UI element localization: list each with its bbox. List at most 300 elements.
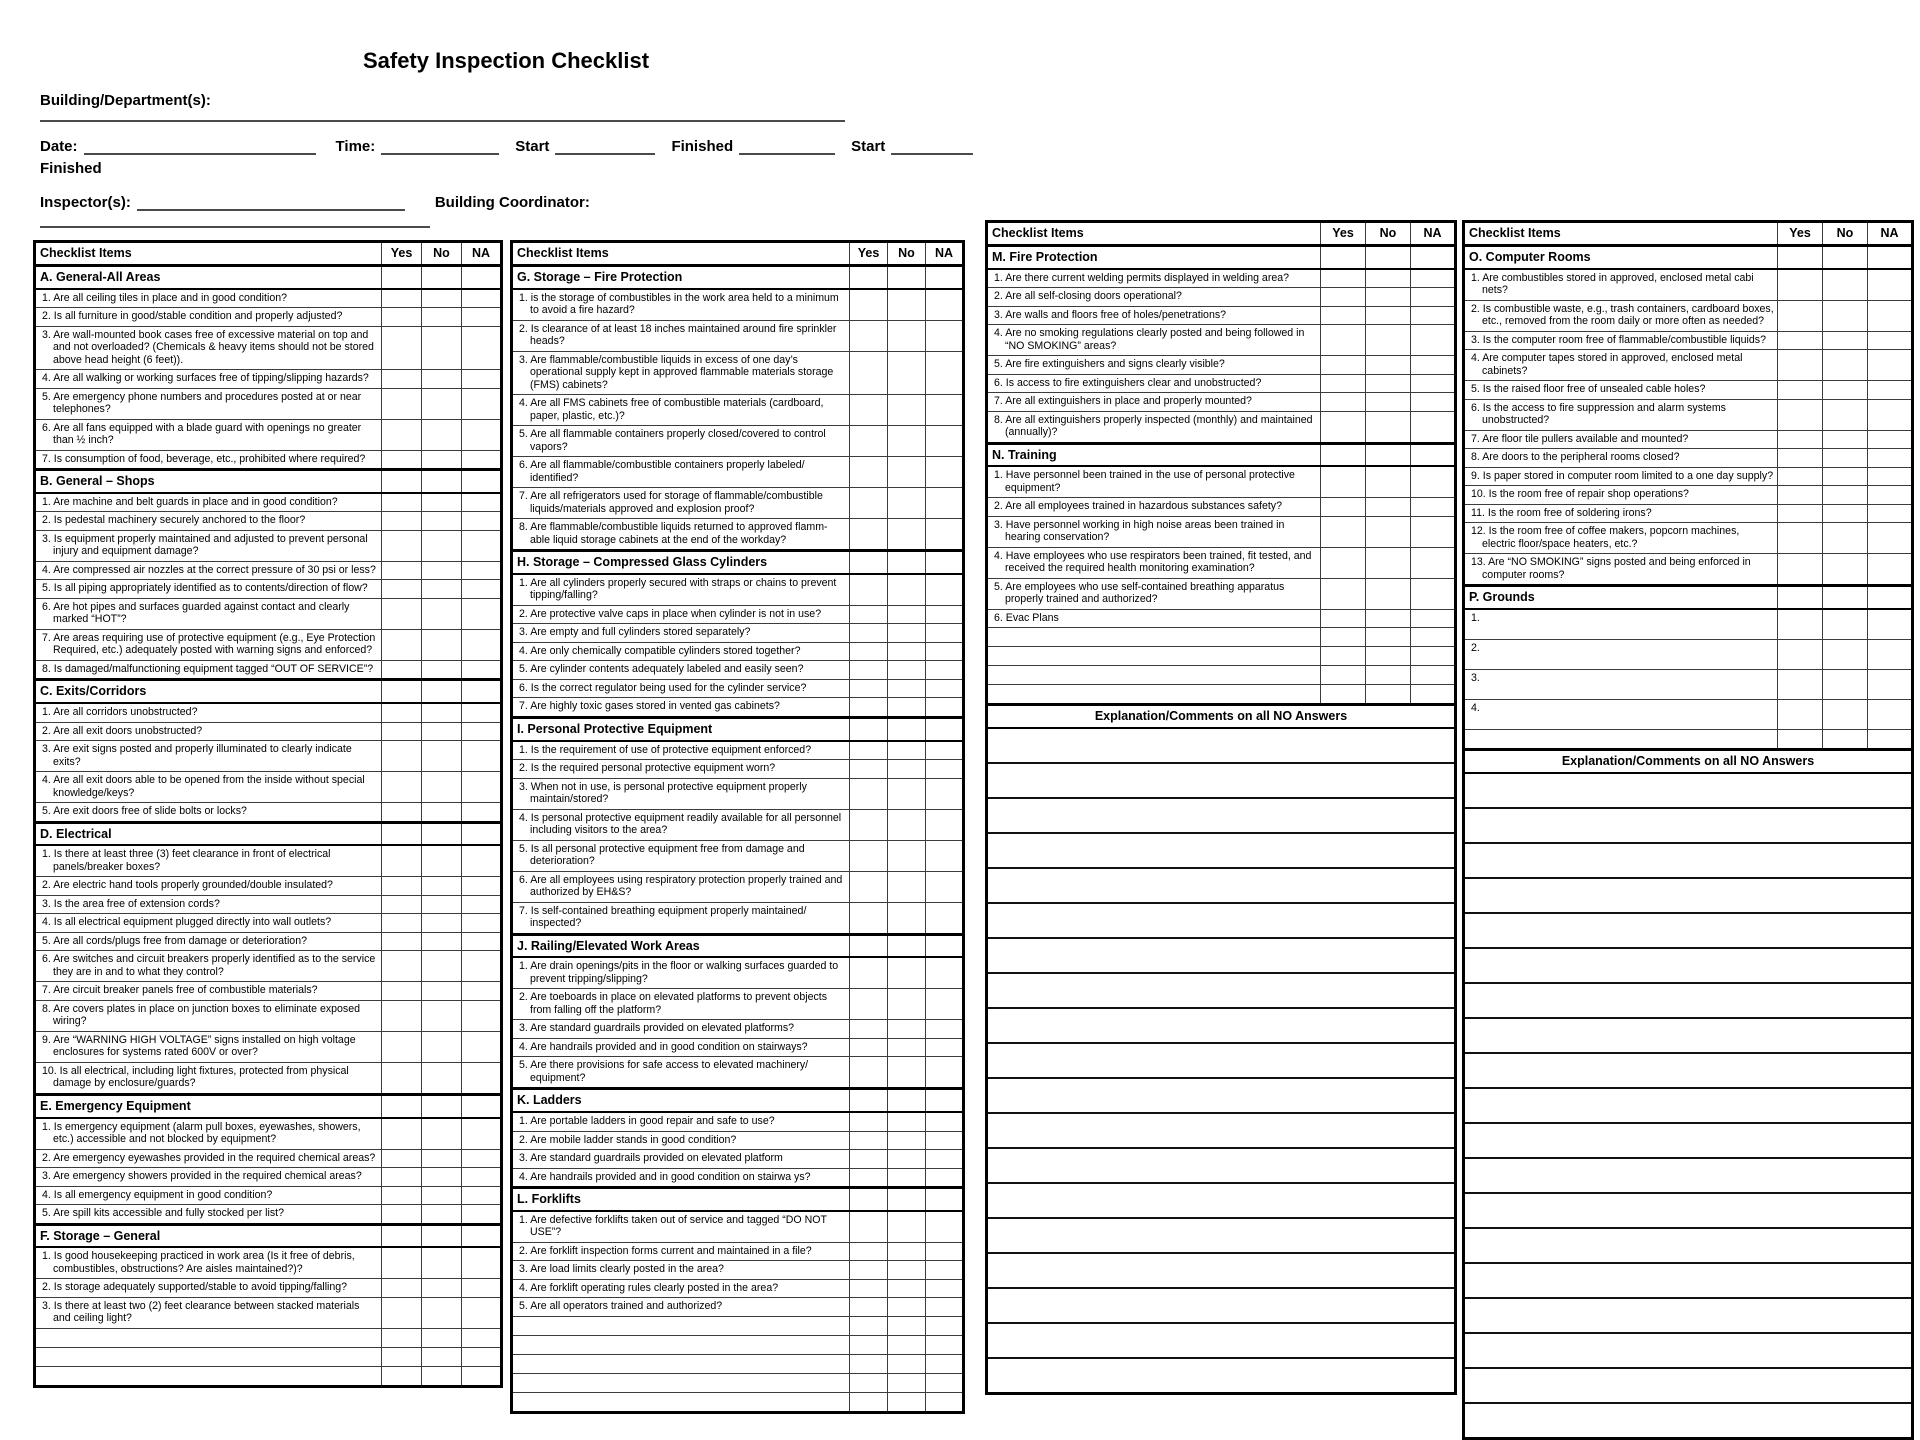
answer-cell-yes[interactable] [1778,245,1823,268]
answer-cell-yes[interactable] [850,320,888,351]
answer-cell-na[interactable] [926,741,964,760]
answer-cell-yes[interactable] [850,488,888,519]
explanation-comment-line[interactable] [1464,913,1913,948]
answer-cell-na[interactable] [462,419,502,450]
answer-cell-na[interactable] [462,772,502,803]
explanation-comment-line[interactable] [987,938,1456,973]
answer-cell-no[interactable] [422,982,462,1001]
answer-cell-no[interactable] [422,1224,462,1247]
answer-cell-no[interactable] [1366,628,1411,647]
answer-cell-yes[interactable] [382,722,422,741]
answer-cell-na[interactable] [1411,578,1456,609]
answer-cell-na[interactable] [926,717,964,740]
answer-cell-yes[interactable] [850,871,888,902]
answer-cell-no[interactable] [888,741,926,760]
answer-cell-no[interactable] [422,741,462,772]
answer-cell-na[interactable] [926,551,964,574]
answer-cell-na[interactable] [1868,699,1913,729]
answer-cell-yes[interactable] [382,803,422,823]
answer-cell-na[interactable] [462,680,502,703]
answer-cell-yes[interactable] [382,1328,422,1347]
answer-cell-na[interactable] [926,1316,964,1335]
answer-cell-na[interactable] [1868,486,1913,505]
answer-cell-yes[interactable] [850,289,888,321]
answer-cell-no[interactable] [888,1316,926,1335]
answer-cell-yes[interactable] [382,326,422,370]
answer-cell-yes[interactable] [382,308,422,327]
explanation-comment-line[interactable] [1464,1333,1913,1368]
answer-cell-na[interactable] [462,1062,502,1094]
answer-cell-no[interactable] [1366,443,1411,466]
answer-cell-no[interactable] [1823,699,1868,729]
answer-cell-na[interactable] [462,822,502,845]
answer-cell-yes[interactable] [850,1188,888,1211]
answer-cell-na[interactable] [926,1038,964,1057]
answer-cell-na[interactable] [462,530,502,561]
answer-cell-no[interactable] [422,951,462,982]
answer-cell-yes[interactable] [382,703,422,722]
answer-cell-yes[interactable] [382,450,422,470]
answer-cell-no[interactable] [1823,504,1868,523]
answer-cell-no[interactable] [1366,269,1411,288]
explanation-comment-line[interactable] [987,868,1456,903]
answer-cell-no[interactable] [422,1094,462,1117]
answer-cell-na[interactable] [926,934,964,957]
answer-cell-yes[interactable] [382,561,422,580]
answer-cell-no[interactable] [888,679,926,698]
answer-cell-na[interactable] [1868,245,1913,268]
explanation-comment-line[interactable] [987,1218,1456,1253]
inspector-field-line[interactable] [137,195,405,211]
answer-cell-na[interactable] [462,1366,502,1386]
explanation-comment-line[interactable] [987,1113,1456,1148]
answer-cell-no[interactable] [888,265,926,288]
answer-cell-na[interactable] [462,289,502,308]
answer-cell-no[interactable] [888,902,926,934]
answer-cell-yes[interactable] [850,778,888,809]
explanation-comment-line[interactable] [1464,1158,1913,1193]
answer-cell-yes[interactable] [850,1131,888,1150]
answer-cell-yes[interactable] [1321,666,1366,685]
answer-cell-no[interactable] [888,840,926,871]
answer-cell-yes[interactable] [1778,399,1823,430]
explanation-comment-line[interactable] [987,1008,1456,1043]
empty-item-cell[interactable] [987,685,1321,705]
answer-cell-yes[interactable] [1321,245,1366,268]
answer-cell-no[interactable] [422,1000,462,1031]
answer-cell-na[interactable] [926,1020,964,1039]
answer-cell-yes[interactable] [1321,466,1366,498]
building-department-field-line[interactable] [40,106,845,122]
answer-cell-no[interactable] [1823,350,1868,381]
answer-cell-yes[interactable] [382,289,422,308]
answer-cell-yes[interactable] [1321,685,1366,705]
empty-item-cell[interactable] [1464,729,1778,749]
answer-cell-na[interactable] [926,778,964,809]
answer-cell-no[interactable] [888,1057,926,1089]
answer-cell-no[interactable] [1366,578,1411,609]
answer-cell-na[interactable] [462,629,502,660]
answer-cell-no[interactable] [422,388,462,419]
answer-cell-no[interactable] [888,934,926,957]
answer-cell-no[interactable] [422,803,462,823]
answer-cell-no[interactable] [888,1242,926,1261]
answer-cell-na[interactable] [926,1188,964,1211]
answer-cell-yes[interactable] [382,660,422,680]
answer-cell-yes[interactable] [850,574,888,606]
answer-cell-yes[interactable] [850,1168,888,1188]
answer-cell-no[interactable] [888,1354,926,1373]
answer-cell-yes[interactable] [1778,669,1823,699]
empty-item-cell[interactable] [512,1335,850,1354]
answer-cell-yes[interactable] [382,493,422,512]
answer-cell-na[interactable] [926,989,964,1020]
answer-cell-na[interactable] [926,698,964,718]
explanation-comment-line[interactable] [987,1043,1456,1078]
answer-cell-no[interactable] [422,580,462,599]
explanation-comment-line[interactable] [987,1148,1456,1183]
answer-cell-no[interactable] [1823,467,1868,486]
answer-cell-no[interactable] [1823,523,1868,554]
answer-cell-no[interactable] [422,598,462,629]
answer-cell-yes[interactable] [382,580,422,599]
answer-cell-na[interactable] [462,722,502,741]
answer-cell-na[interactable] [1411,609,1456,628]
answer-cell-no[interactable] [888,1392,926,1412]
answer-cell-na[interactable] [1411,516,1456,547]
empty-item-cell[interactable] [35,1328,382,1347]
answer-cell-no[interactable] [888,1188,926,1211]
answer-cell-na[interactable] [462,1205,502,1225]
answer-cell-no[interactable] [1366,685,1411,705]
answer-cell-na[interactable] [1411,245,1456,268]
answer-cell-na[interactable] [1868,449,1913,468]
answer-cell-yes[interactable] [382,1347,422,1366]
answer-cell-no[interactable] [422,1247,462,1279]
answer-cell-na[interactable] [462,982,502,1001]
answer-cell-yes[interactable] [1321,516,1366,547]
answer-cell-na[interactable] [1868,639,1913,669]
answer-cell-yes[interactable] [850,624,888,643]
answer-cell-yes[interactable] [1778,699,1823,729]
explanation-comment-line[interactable] [987,973,1456,1008]
answer-cell-no[interactable] [1823,609,1868,640]
answer-cell-no[interactable] [422,660,462,680]
answer-cell-yes[interactable] [382,1062,422,1094]
answer-cell-no[interactable] [422,1062,462,1094]
answer-cell-na[interactable] [1411,628,1456,647]
explanation-comment-line[interactable] [1464,773,1913,808]
answer-cell-no[interactable] [422,512,462,531]
answer-cell-yes[interactable] [1321,443,1366,466]
answer-cell-na[interactable] [1868,609,1913,640]
answer-cell-na[interactable] [1868,669,1913,699]
answer-cell-yes[interactable] [382,1366,422,1386]
answer-cell-na[interactable] [1868,331,1913,350]
empty-item-cell[interactable] [35,1347,382,1366]
answer-cell-yes[interactable] [382,680,422,703]
answer-cell-na[interactable] [462,914,502,933]
answer-cell-yes[interactable] [850,519,888,551]
answer-cell-na[interactable] [926,871,964,902]
empty-item-cell[interactable] [987,647,1321,666]
answer-cell-na[interactable] [1868,504,1913,523]
answer-cell-yes[interactable] [1321,288,1366,307]
answer-cell-na[interactable] [926,809,964,840]
answer-cell-na[interactable] [462,1149,502,1168]
answer-cell-yes[interactable] [1321,628,1366,647]
answer-cell-na[interactable] [926,1242,964,1261]
answer-cell-yes[interactable] [382,1168,422,1187]
answer-cell-no[interactable] [422,326,462,370]
answer-cell-yes[interactable] [850,1057,888,1089]
answer-cell-na[interactable] [462,308,502,327]
answer-cell-no[interactable] [422,1366,462,1386]
answer-cell-yes[interactable] [850,1373,888,1392]
answer-cell-yes[interactable] [850,1150,888,1169]
answer-cell-no[interactable] [888,809,926,840]
answer-cell-na[interactable] [926,488,964,519]
answer-cell-no[interactable] [422,1149,462,1168]
answer-cell-yes[interactable] [850,551,888,574]
answer-cell-yes[interactable] [850,698,888,718]
answer-cell-no[interactable] [888,1335,926,1354]
answer-cell-yes[interactable] [382,845,422,877]
answer-cell-na[interactable] [926,840,964,871]
empty-item-cell[interactable] [987,628,1321,647]
answer-cell-yes[interactable] [382,1149,422,1168]
explanation-comment-line[interactable] [1464,983,1913,1018]
answer-cell-no[interactable] [888,1261,926,1280]
answer-cell-na[interactable] [1411,498,1456,517]
answer-cell-no[interactable] [422,1118,462,1150]
explanation-comment-line[interactable] [987,1253,1456,1288]
explanation-comment-line[interactable] [1464,1193,1913,1228]
answer-cell-na[interactable] [1868,467,1913,486]
answer-cell-no[interactable] [422,561,462,580]
answer-cell-no[interactable] [1823,729,1868,749]
answer-cell-na[interactable] [926,351,964,395]
answer-cell-na[interactable] [926,957,964,989]
answer-cell-na[interactable] [462,598,502,629]
answer-cell-no[interactable] [422,308,462,327]
answer-cell-na[interactable] [926,1392,964,1412]
answer-cell-na[interactable] [1868,554,1913,586]
answer-cell-yes[interactable] [382,512,422,531]
answer-cell-no[interactable] [1366,374,1411,393]
answer-cell-na[interactable] [926,574,964,606]
empty-item-cell[interactable] [512,1354,850,1373]
answer-cell-yes[interactable] [382,419,422,450]
answer-cell-na[interactable] [462,370,502,389]
answer-cell-no[interactable] [888,289,926,321]
answer-cell-yes[interactable] [850,741,888,760]
explanation-comment-line[interactable] [987,798,1456,833]
explanation-comment-line[interactable] [1464,843,1913,878]
answer-cell-no[interactable] [1366,547,1411,578]
answer-cell-no[interactable] [888,957,926,989]
explanation-comment-line[interactable] [1464,948,1913,983]
answer-cell-no[interactable] [888,1020,926,1039]
explanation-comment-line[interactable] [1464,1263,1913,1298]
answer-cell-no[interactable] [1823,245,1868,268]
answer-cell-no[interactable] [422,450,462,470]
answer-cell-yes[interactable] [1778,350,1823,381]
answer-cell-yes[interactable] [850,989,888,1020]
answer-cell-na[interactable] [926,426,964,457]
answer-cell-na[interactable] [926,1373,964,1392]
answer-cell-na[interactable] [926,1335,964,1354]
answer-cell-na[interactable] [926,1354,964,1373]
answer-cell-na[interactable] [462,1186,502,1205]
answer-cell-na[interactable] [462,265,502,288]
answer-cell-na[interactable] [926,1150,964,1169]
answer-cell-na[interactable] [462,845,502,877]
answer-cell-na[interactable] [1868,729,1913,749]
answer-cell-yes[interactable] [382,1205,422,1225]
answer-cell-yes[interactable] [850,1392,888,1412]
answer-cell-yes[interactable] [382,1297,422,1328]
answer-cell-na[interactable] [1411,288,1456,307]
answer-cell-yes[interactable] [850,717,888,740]
answer-cell-yes[interactable] [850,1261,888,1280]
answer-cell-no[interactable] [888,989,926,1020]
answer-cell-na[interactable] [1411,685,1456,705]
answer-cell-yes[interactable] [382,914,422,933]
answer-cell-yes[interactable] [850,661,888,680]
answer-cell-yes[interactable] [382,1224,422,1247]
answer-cell-no[interactable] [422,1186,462,1205]
answer-cell-no[interactable] [422,1279,462,1298]
answer-cell-no[interactable] [422,772,462,803]
answer-cell-yes[interactable] [850,1112,888,1131]
answer-cell-no[interactable] [1823,486,1868,505]
answer-cell-no[interactable] [888,717,926,740]
answer-cell-yes[interactable] [382,629,422,660]
answer-cell-no[interactable] [1823,331,1868,350]
answer-cell-yes[interactable] [382,1247,422,1279]
answer-cell-no[interactable] [888,661,926,680]
answer-cell-yes[interactable] [850,265,888,288]
answer-cell-no[interactable] [422,895,462,914]
explanation-comment-line[interactable] [987,1288,1456,1323]
answer-cell-no[interactable] [422,1205,462,1225]
answer-cell-yes[interactable] [382,470,422,493]
answer-cell-na[interactable] [926,1089,964,1112]
answer-cell-yes[interactable] [1778,639,1823,669]
answer-cell-yes[interactable] [1778,300,1823,331]
answer-cell-no[interactable] [422,822,462,845]
answer-cell-na[interactable] [926,1279,964,1298]
answer-cell-no[interactable] [422,703,462,722]
empty-item-cell[interactable] [512,1392,850,1412]
explanation-comment-line[interactable] [1464,1123,1913,1158]
answer-cell-no[interactable] [1823,381,1868,400]
answer-cell-yes[interactable] [850,760,888,779]
answer-cell-no[interactable] [888,574,926,606]
answer-cell-yes[interactable] [1321,411,1366,443]
answer-cell-yes[interactable] [382,1094,422,1117]
answer-cell-no[interactable] [888,698,926,718]
answer-cell-no[interactable] [1366,647,1411,666]
answer-cell-na[interactable] [462,450,502,470]
answer-cell-na[interactable] [926,519,964,551]
answer-cell-no[interactable] [888,1131,926,1150]
answer-cell-na[interactable] [462,1118,502,1150]
answer-cell-yes[interactable] [382,1031,422,1062]
answer-cell-na[interactable] [462,1094,502,1117]
answer-cell-yes[interactable] [382,370,422,389]
answer-cell-no[interactable] [422,932,462,951]
answer-cell-na[interactable] [926,1112,964,1131]
answer-cell-no[interactable] [888,457,926,488]
answer-cell-na[interactable] [1868,399,1913,430]
answer-cell-no[interactable] [888,1211,926,1243]
answer-cell-no[interactable] [888,426,926,457]
answer-cell-na[interactable] [1868,269,1913,301]
answer-cell-na[interactable] [462,803,502,823]
answer-cell-no[interactable] [1366,609,1411,628]
finished-field-line[interactable] [739,139,835,155]
answer-cell-no[interactable] [888,488,926,519]
answer-cell-no[interactable] [422,265,462,288]
answer-cell-yes[interactable] [850,957,888,989]
answer-cell-yes[interactable] [382,895,422,914]
answer-cell-yes[interactable] [382,1000,422,1031]
answer-cell-na[interactable] [926,289,964,321]
answer-cell-yes[interactable] [850,1298,888,1317]
answer-cell-yes[interactable] [382,741,422,772]
answer-cell-no[interactable] [1366,393,1411,412]
answer-cell-no[interactable] [888,642,926,661]
answer-cell-na[interactable] [1411,666,1456,685]
answer-cell-na[interactable] [462,1279,502,1298]
explanation-comment-line[interactable] [987,1358,1456,1394]
inspector-field-line-2[interactable] [40,212,430,228]
answer-cell-yes[interactable] [1321,306,1366,325]
answer-cell-na[interactable] [1411,547,1456,578]
answer-cell-na[interactable] [926,395,964,426]
answer-cell-yes[interactable] [850,395,888,426]
answer-cell-na[interactable] [926,605,964,624]
answer-cell-yes[interactable] [850,679,888,698]
answer-cell-no[interactable] [422,493,462,512]
answer-cell-yes[interactable] [382,822,422,845]
answer-cell-no[interactable] [1366,466,1411,498]
answer-cell-yes[interactable] [850,1038,888,1057]
answer-cell-no[interactable] [422,530,462,561]
answer-cell-na[interactable] [926,320,964,351]
answer-cell-yes[interactable] [1778,430,1823,449]
empty-item-cell[interactable] [35,1366,382,1386]
answer-cell-yes[interactable] [1778,269,1823,301]
answer-cell-na[interactable] [462,493,502,512]
answer-cell-na[interactable] [1411,647,1456,666]
answer-cell-na[interactable] [1411,393,1456,412]
answer-cell-no[interactable] [1823,449,1868,468]
answer-cell-na[interactable] [1411,325,1456,356]
answer-cell-yes[interactable] [1321,269,1366,288]
start-field-line[interactable] [555,139,655,155]
explanation-comment-line[interactable] [987,833,1456,868]
answer-cell-na[interactable] [926,265,964,288]
answer-cell-yes[interactable] [382,877,422,896]
explanation-comment-line[interactable] [1464,1298,1913,1333]
answer-cell-yes[interactable] [382,951,422,982]
answer-cell-yes[interactable] [382,388,422,419]
answer-cell-no[interactable] [1366,666,1411,685]
answer-cell-yes[interactable] [1321,393,1366,412]
